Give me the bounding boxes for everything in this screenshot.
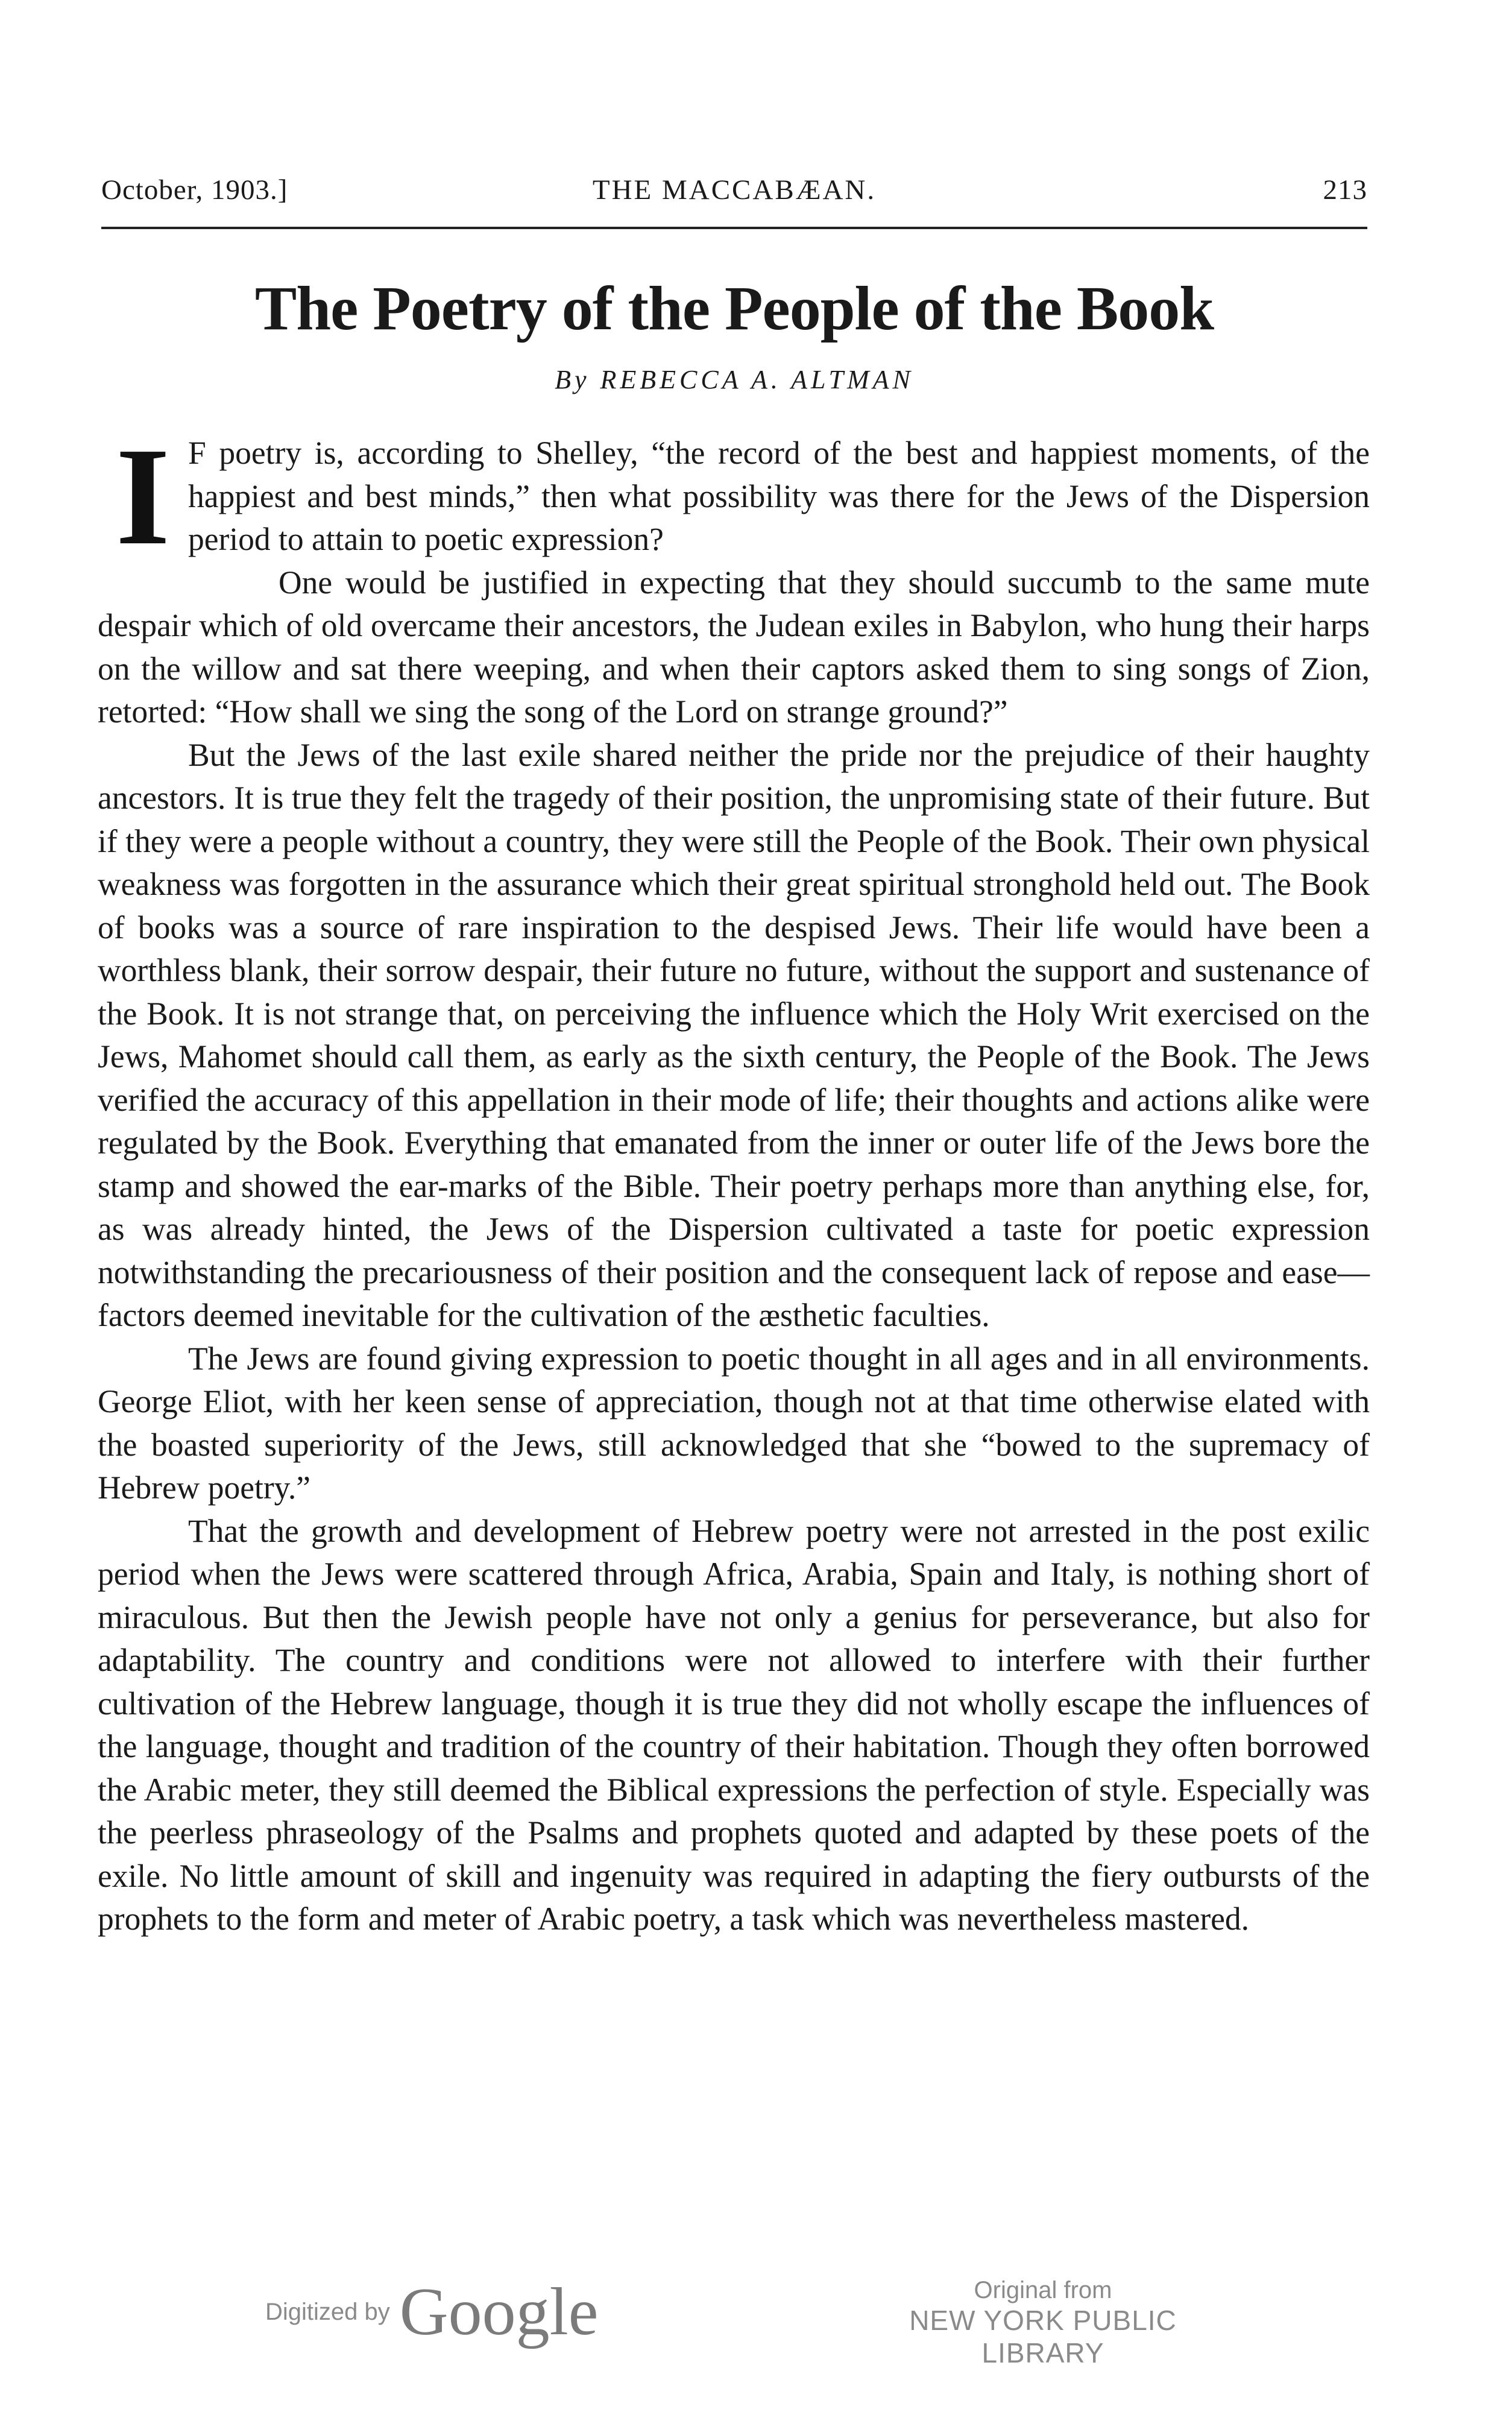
paragraph-4: The Jews are found giving expression to poetic thought in all ages and in all environments. George Eliot, with her keen sense of appreciation, though not at that time otherwise elated with the boasted superiority of the Jews, still acknowledged that she “bowed to the supremacy of Hebrew poetry.” [98, 1340, 1370, 1506]
issue-date: October, 1903.] [101, 174, 288, 206]
paragraph-2: One would be justified in expecting that they should succumb to the same mute despair which of old overcame their ancestors, the Judean exiles in Babylon, who hung their harps on the willow and sat there weeping, and when their captors asked them to sing songs of Zion, retorted: “How shall we sing the song of the Lord on strange ground?” [98, 564, 1370, 730]
library-name: NEW YORK PUBLIC LIBRARY [909, 2305, 1177, 2369]
journal-title: THE MACCABÆAN. [592, 174, 877, 206]
header-rule [101, 227, 1367, 229]
page-number: 213 [1323, 174, 1367, 206]
original-from-label: Original from [974, 2277, 1112, 2303]
library-credit [856, 2277, 1230, 2369]
byline: By REBECCA A. ALTMAN [555, 365, 914, 394]
paragraph-1-text: F poetry is, according to Shelley, “the record of the best and happiest moments, of the happiest and best minds,” then what possibility was there for the Jews of the Dispersion period to attain to poetic expression? [188, 435, 1370, 557]
article-title: The Poetry of the People of the Book [254, 274, 1214, 343]
digitized-by-label: Digitized by [265, 2299, 390, 2325]
google-logo: Google [399, 2275, 599, 2349]
drop-cap: I [115, 419, 171, 574]
running-head [101, 174, 1367, 222]
paragraph-5: That the growth and development of Hebrew poetry were not arrested in the post exilic period when the Jews were scattered through Africa, Arabia, Spain and Italy, is nothing short of miraculous. But then the Jewish people have not only a genius for perseverance, but also for adaptability. The country and conditions were not allowed to interfere with their further cultivation of the Hebrew language, though it is true they did not wholly escape the influences of the language, thought and tradition of the country of their habitation. Though they often borrowed the Arabic meter, they still deemed the Biblical expressions the perfection of style. Especially was the peerless phraseology of the Psalms and prophets quoted and adapted by these poets of the exile. No little amount of skill and ingenuity was required in adapting the fiery outbursts of the prophets to the form and meter of Arabic poetry, a task which was nevertheless mastered. [98, 1512, 1370, 1937]
article-body [98, 419, 1370, 1941]
paragraph-1 [98, 419, 1370, 574]
paragraph-3: But the Jews of the last exile shared neither the pride nor the prejudice of their haughty ancestors. It is true they felt the tragedy of their position, the unpromising state of their future. But if they were a people without a country, they were still the People of the Book. Their own physical weakness was forgotten in the assurance which their great spiritual stronghold held out. The Book of books was a source of rare inspiration to the despised Jews. Their life would have been a worthless blank, their sorrow despair, their future no future, without the support and sustenance of the Book. It is not strange that, on perceiving the influence which the Holy Writ exercised on the Jews, Mahomet should call them, as early as the sixth century, the People of the Book. The Jews verified the accuracy of this appellation in their mode of life; their thoughts and actions alike were regulated by the Book. Everything that emanated from the inner or outer life of the Jews bore the stamp and showed the ear-marks of the Bible. Their poetry perhaps more than anything else, for, as was already hinted, the Jews of the Dispersion cultivated a taste for poetic expression notwithstanding the precariousness of their position and the consequent lack of repose and ease—factors deemed inevitable for the cultivation of the æsthetic faculties. [98, 736, 1370, 1333]
digitized-by-google [265, 2273, 598, 2351]
